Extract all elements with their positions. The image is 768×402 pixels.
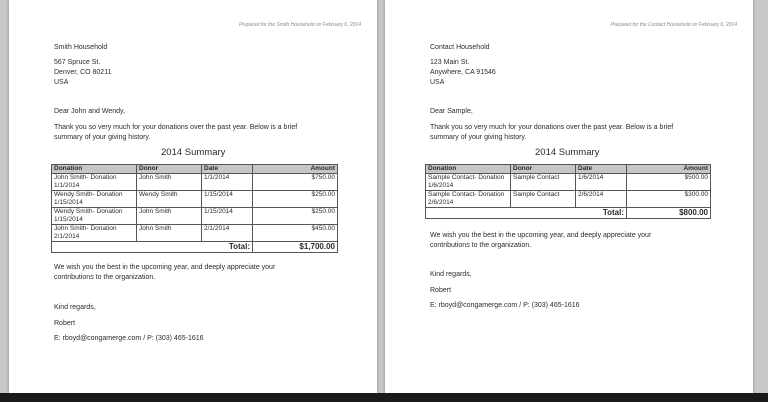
total-spacer: [426, 208, 576, 219]
col-header-date: Date: [202, 165, 253, 174]
salutation: Dear John and Wendy,: [54, 108, 125, 115]
col-header-amount: Amount: [627, 165, 711, 174]
contact-line: E: rboyd@congamerge.com / P: (303) 465-1616: [430, 302, 580, 309]
intro-paragraph: Thank you so very much for your donations over the past year. Below is a brief summary of your giving history.: [54, 124, 298, 141]
cell-donation: Wendy Smith- Donation 1/15/2014: [52, 191, 137, 208]
prepared-for-note: Prepared for the Contact Household on February 6, 2014: [610, 22, 737, 28]
prepared-for-note: Prepared for the Smith Household on February 6, 2014: [238, 22, 361, 28]
recipient-name: Smith Household: [54, 44, 108, 51]
col-header-donation: Donation: [52, 165, 137, 174]
cell-amount: $250.00: [253, 208, 338, 225]
total-amount: $800.00: [627, 208, 711, 219]
regards: Kind regards,: [430, 271, 472, 278]
col-header-donor: Donor: [511, 165, 576, 174]
table-row: [426, 174, 711, 191]
cell-donation: Sample Contact- Donation 1/6/2014: [426, 174, 511, 191]
col-header-amount: Amount: [253, 165, 338, 174]
cell-donation: Sample Contact- Donation 2/6/2014: [426, 191, 511, 208]
cell-date: 1/6/2014: [576, 174, 627, 191]
closing-paragraph: We wish you the best in the upcoming year, and deeply appreciate your contributions to the organization.: [430, 232, 652, 249]
cell-amount: $750.00: [253, 174, 338, 191]
closing-paragraph: We wish you the best in the upcoming year, and deeply appreciate your contributions to the organization.: [54, 264, 276, 281]
table-header-row: [426, 165, 711, 174]
letter-page-contact: [385, 0, 753, 393]
cell-donor: Sample Contact: [511, 191, 576, 208]
total-row: [52, 242, 338, 253]
cell-date: 2/6/2014: [576, 191, 627, 208]
cell-amount: $500.00: [627, 174, 711, 191]
address-line2: Anywhere, CA 91546: [430, 69, 496, 76]
cell-amount: $450.00: [253, 225, 338, 242]
cell-donor: Sample Contact: [511, 174, 576, 191]
address-country: USA: [54, 79, 69, 86]
summary-title: 2014 Summary: [535, 147, 600, 158]
cell-donation: John Smith- Donation 1/1/2014: [52, 174, 137, 191]
table-row: [52, 225, 338, 242]
intro-paragraph: Thank you so very much for your donations over the past year. Below is a brief summary of your giving history.: [430, 124, 674, 141]
table-row: [426, 191, 711, 208]
cell-donation: Wendy Smith- Donation 1/15/2014: [52, 208, 137, 225]
col-header-donation: Donation: [426, 165, 511, 174]
address-country: USA: [430, 79, 445, 86]
address-line2: Denver, CO 80211: [54, 69, 112, 76]
total-row: [426, 208, 711, 219]
signer-name: Robert: [54, 320, 76, 327]
cell-donor: John Smith: [137, 225, 202, 242]
total-label: Total:: [202, 242, 253, 253]
cell-donation: John Smith- Donation 2/1/2014: [52, 225, 137, 242]
table-row: [52, 174, 338, 191]
recipient-name: Contact Household: [430, 44, 490, 51]
total-label: Total:: [576, 208, 627, 219]
table-row: [52, 208, 338, 225]
cell-donor: Wendy Smith: [137, 191, 202, 208]
total-spacer: [52, 242, 202, 253]
cell-date: 1/1/2014: [202, 174, 253, 191]
cell-donor: John Smith: [137, 208, 202, 225]
address-line1: 567 Spruce St.: [54, 59, 101, 66]
cell-date: 1/15/2014: [202, 208, 253, 225]
cell-amount: $300.00: [627, 191, 711, 208]
col-header-donor: Donor: [137, 165, 202, 174]
summary-title: 2014 Summary: [161, 147, 226, 158]
salutation: Dear Sample,: [430, 108, 473, 115]
contact-line: E: rboyd@congamerge.com / P: (303) 465-1616: [54, 335, 204, 342]
cell-donor: John Smith: [137, 174, 202, 191]
table-row: [52, 191, 338, 208]
col-header-date: Date: [576, 165, 627, 174]
donation-table: [51, 164, 338, 253]
total-amount: $1,700.00: [253, 242, 338, 253]
regards: Kind regards,: [54, 304, 96, 311]
letter-page-smith: [9, 0, 377, 393]
cell-date: 1/15/2014: [202, 191, 253, 208]
donation-table: [425, 164, 711, 219]
viewer-bottom-bar: [0, 393, 768, 402]
signer-name: Robert: [430, 287, 452, 294]
table-header-row: [52, 165, 338, 174]
cell-amount: $250.00: [253, 191, 338, 208]
cell-date: 2/1/2014: [202, 225, 253, 242]
address-line1: 123 Main St.: [430, 59, 470, 66]
